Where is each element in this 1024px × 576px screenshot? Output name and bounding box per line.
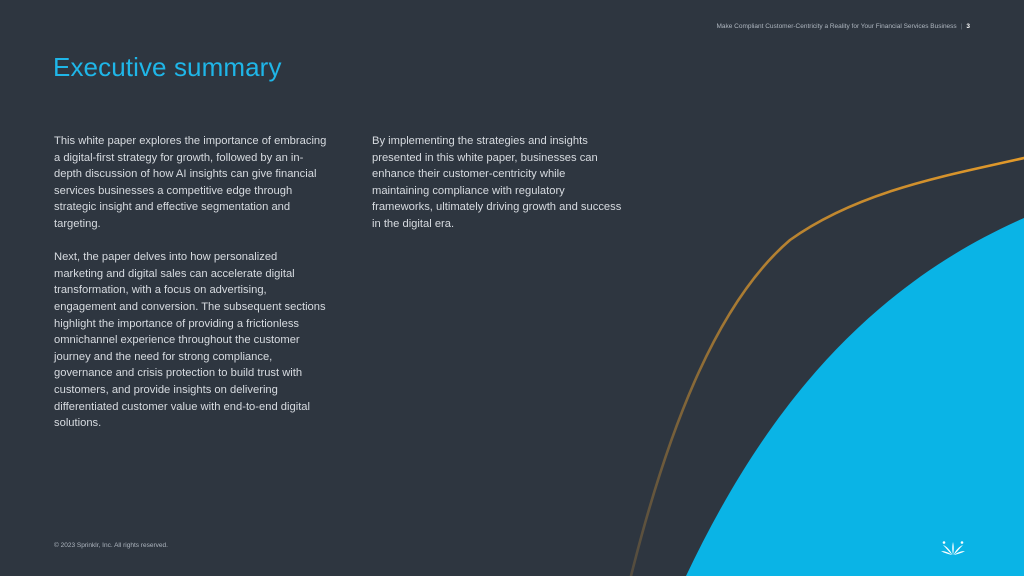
left-text-column (54, 133, 329, 448)
page-title: Executive summary (53, 52, 282, 82)
blue-wave-shape (686, 218, 1024, 576)
running-header-separator: | (960, 23, 963, 30)
copyright-footer: © 2023 Sprinklr, Inc. All rights reserved. (54, 542, 168, 549)
right-paragraph-1: By implementing the strategies and insights presented in this white paper, businesses can enhance their customer-centricity while maintaining compliance with regulatory frameworks, ultimately driving growth and success in the digital era. (372, 135, 622, 230)
right-text-column (372, 133, 622, 249)
page-number: 3 (966, 23, 970, 30)
running-header (716, 23, 970, 30)
left-paragraph-2: Next, the paper delves into how personalized marketing and digital sales can accelerate digital transformation, with a focus on advertising, engagement and conversion. The subsequent sections highlight the importance of providing a frictionless omnichannel experience throughout the customer journey and the need for strong compliance, governance and crisis protection to build trust with customers, and provide insights on delivering differentiated customer value with end-to-end digital solutions. (54, 251, 326, 430)
running-header-title: Make Compliant Customer-Centricity a Reality for Your Financial Services Business (716, 23, 957, 30)
sprinklr-logo-icon (940, 536, 966, 556)
left-paragraph-1: This white paper explores the importance of embracing a digital-first strategy for growth, followed by an in-depth discussion of how AI insights can give financial services businesses a competitive edge through strategic insight and effective segmentation and targeting. (54, 135, 327, 230)
